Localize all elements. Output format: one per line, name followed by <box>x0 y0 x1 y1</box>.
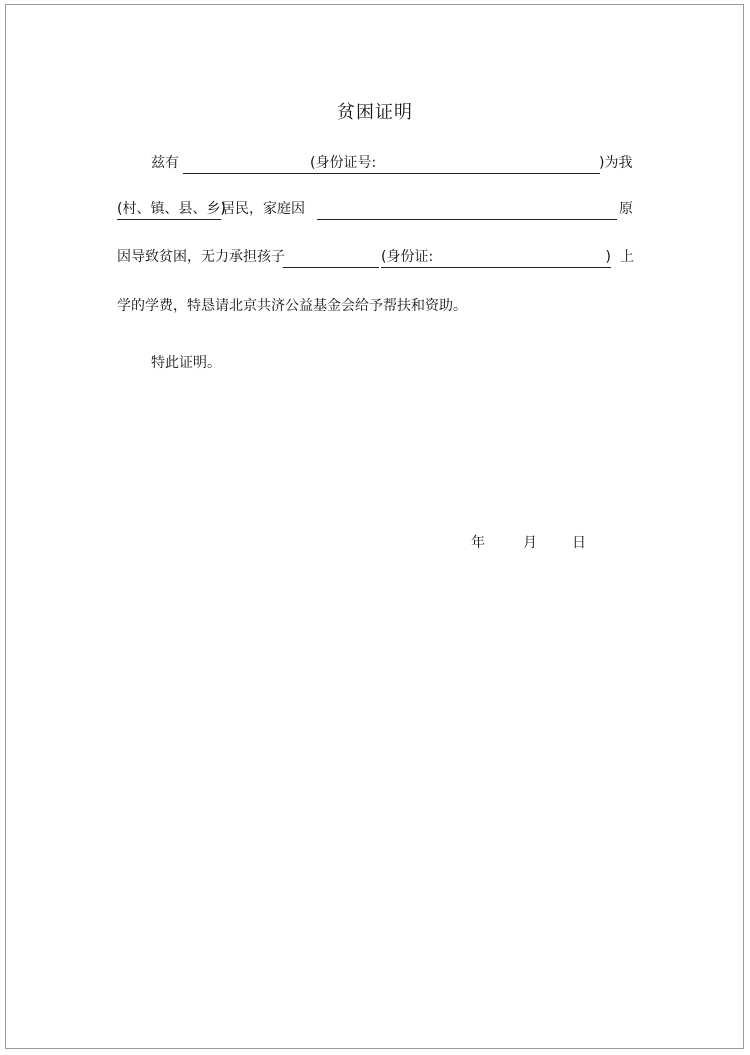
village-label: (村、镇、县、乡) <box>117 201 226 217</box>
paragraph-line-2 <box>117 198 633 220</box>
date-day: 日 <box>572 535 586 551</box>
child-id-label: (身份证: <box>381 249 434 265</box>
line4-text: 学的学费，特恳请北京共济公益基金会给予帮扶和资助。 <box>117 298 467 314</box>
paragraph-line-3 <box>117 246 633 268</box>
closing-line <box>117 352 633 374</box>
paragraph-line-1 <box>117 152 633 174</box>
line3-text: 因导致贫困，无力承担孩子 <box>117 249 285 265</box>
village-field[interactable] <box>117 198 226 220</box>
document-title: 贫困证明 <box>337 102 413 123</box>
id-number-field[interactable] <box>310 152 600 174</box>
reason-blank[interactable] <box>317 198 617 220</box>
date-line <box>0 532 750 554</box>
closing-text: 特此证明。 <box>151 355 221 371</box>
child-id-field[interactable] <box>381 246 611 268</box>
id-number-label: (身份证号: <box>310 155 377 171</box>
line3-end: 上 <box>620 249 634 265</box>
line1-prefix: 兹有 <box>151 155 179 171</box>
child-name-blank[interactable] <box>283 246 379 268</box>
line2-end: 原 <box>619 201 633 217</box>
date-year: 年 <box>471 535 485 551</box>
date-month: 月 <box>523 535 537 551</box>
line1-suffix: )为我 <box>599 155 633 171</box>
line2-text: 居民，家庭因 <box>221 201 305 217</box>
paragraph-line-4 <box>117 295 633 317</box>
name-blank[interactable] <box>183 152 310 174</box>
child-id-close: ) <box>605 249 611 265</box>
